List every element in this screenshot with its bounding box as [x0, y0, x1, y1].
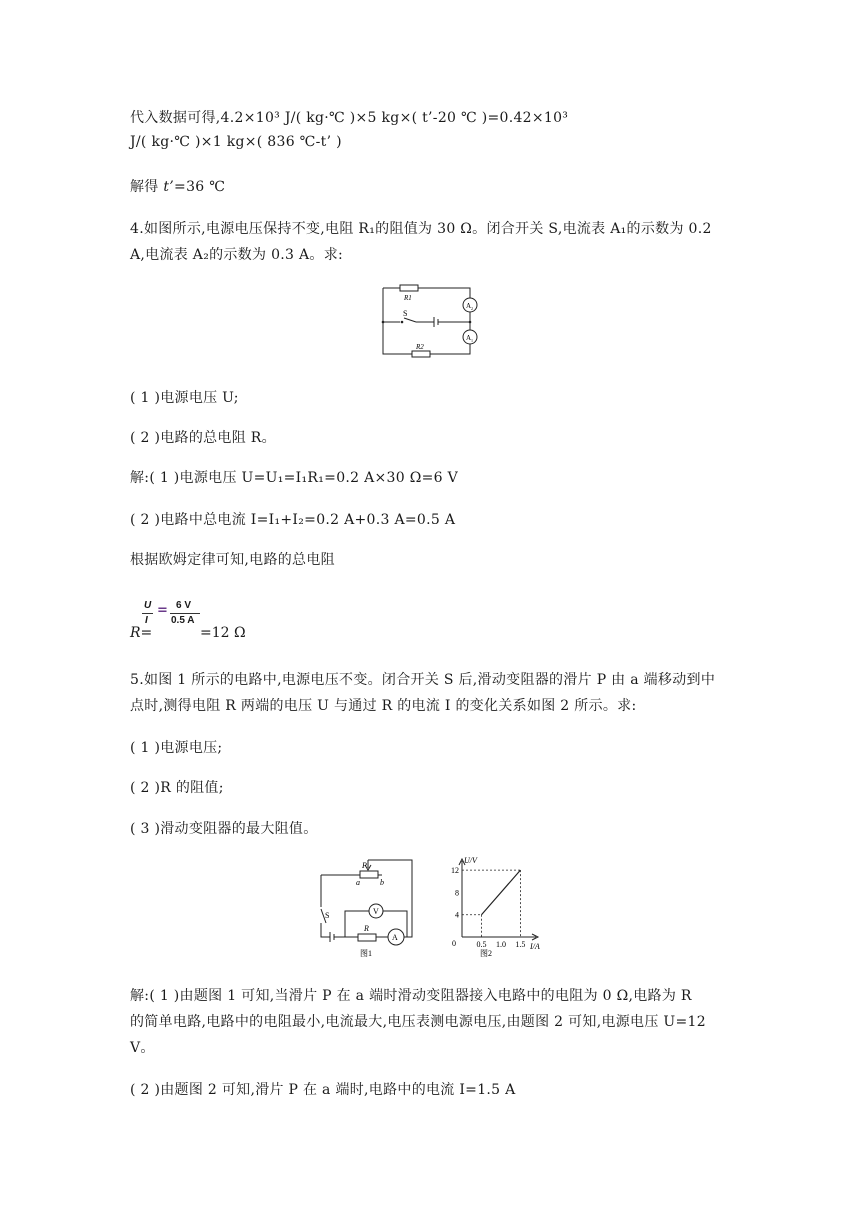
- question-4-part-2: ( 2 )电路的总电阻 R。: [130, 430, 276, 446]
- question-5-part-2: ( 2 )R 的阻值;: [130, 780, 224, 796]
- figure-1-caption: 图1: [360, 949, 372, 958]
- text-prefix: 解得: [130, 179, 164, 195]
- ammeter-1-sub: 2: [471, 306, 473, 311]
- x-axis-label: I/A: [530, 942, 540, 951]
- text-line-3: [130, 176, 225, 196]
- solution-5-line-1: 解:( 1 )由题图 1 可知,当滑片 P 在 a 端时滑动变阻器接入电路中的电阻为 0 Ω,电路为 R: [130, 988, 692, 1004]
- fraction-rhs: =12 Ω: [200, 625, 246, 641]
- question-4-line-2: A,电流表 A₂的示数为 0.3 A。求:: [130, 247, 344, 263]
- text-line-2: J/( kg·℃ )×1 kg×( 836 ℃-t’ ): [130, 134, 342, 150]
- y-tick-label: 4: [455, 910, 459, 920]
- solution-5-line-3: V。: [130, 1040, 155, 1056]
- r1-label: R1: [404, 294, 412, 302]
- ammeter-label: A: [392, 933, 398, 942]
- solution-4-line-3: 根据欧姆定律可知,电路的总电阻: [130, 552, 335, 568]
- question-5-part-3: ( 3 )滑动变阻器的最大阻值。: [130, 821, 318, 837]
- solution-5-line-2: 的简单电路,电路中的电阻最小,电流最大,电压表测电源电压,由题图 2 可知,电源电压 U=12: [130, 1014, 706, 1030]
- u-i-graph: [440, 855, 550, 961]
- y-tick-label: 12: [451, 866, 459, 876]
- fraction-lhs: R=: [130, 625, 153, 641]
- switch-label: S: [325, 911, 330, 920]
- fraction-bar-1: [142, 613, 153, 614]
- text-line-1: 代入数据可得,4.2×10³ J/( kg·℃ )×5 kg×( t’-20 ℃ )=0.42×10³: [130, 110, 569, 126]
- fraction-05a: 0.5 A: [171, 615, 195, 626]
- ammeter-2-sub: 1: [471, 338, 473, 343]
- slider-b-label: b: [380, 878, 384, 887]
- fraction-6v: 6 V: [176, 600, 192, 611]
- equals-sign: =: [157, 603, 168, 618]
- resistor-r-label: R: [364, 924, 369, 933]
- origin-label: 0: [452, 939, 456, 948]
- question-5-part-1: ( 1 )电源电压;: [130, 740, 223, 756]
- switch-label: S: [403, 309, 408, 318]
- circuit-diagram-q5: [312, 855, 422, 961]
- solution-5-line-4: ( 2 )由题图 2 可知,滑片 P 在 a 端时,电路中的电流 I=1.5 A: [130, 1082, 516, 1098]
- x-tick-label: 1.5: [515, 940, 526, 949]
- slider-p-label: P: [362, 861, 367, 870]
- y-tick-label: 8: [455, 888, 459, 898]
- series-line: [481, 870, 520, 915]
- fraction-expression: [130, 598, 270, 642]
- x-tick-label: 1.0: [495, 940, 506, 949]
- slider-a-label: a: [356, 878, 360, 887]
- y-axis-label: U/V: [464, 856, 477, 865]
- circuit-diagram-q4: [378, 280, 488, 360]
- ammeter-1-label: A: [466, 302, 472, 310]
- solution-4-line-1: 解:( 1 )电源电压 U=U₁=I₁R₁=0.2 A×30 Ω=6 V: [130, 470, 459, 486]
- fraction-u: U: [144, 600, 152, 611]
- text-var: t’: [163, 179, 175, 195]
- fraction-i: I: [145, 615, 148, 626]
- figure-2-caption: 图2: [480, 949, 492, 958]
- question-5-line-2: 点时,测得电阻 R 两端的电压 U 与通过 R 的电流 I 的变化关系如图 2 所示。求:: [130, 698, 637, 714]
- ammeter-2-label: A: [466, 334, 472, 342]
- r2-label: R2: [416, 343, 424, 351]
- question-4-part-1: ( 1 )电源电压 U;: [130, 390, 239, 406]
- text-rest: =36 ℃: [174, 179, 226, 195]
- question-5-line-1: 5.如图 1 所示的电路中,电源电压不变。闭合开关 S 后,滑动变阻器的滑片 P 由 a 端移动到中: [130, 672, 716, 688]
- voltmeter-label: V: [373, 907, 379, 916]
- x-tick-label: 0.5: [476, 940, 487, 949]
- solution-4-line-2: ( 2 )电路中总电流 I=I₁+I₂=0.2 A+0.3 A=0.5 A: [130, 512, 456, 528]
- question-4-line-1: 4.如图所示,电源电压保持不变,电阻 R₁的阻值为 30 Ω。闭合开关 S,电流表 A₁的示数为 0.2: [130, 221, 712, 237]
- fraction-bar-2: [170, 613, 200, 614]
